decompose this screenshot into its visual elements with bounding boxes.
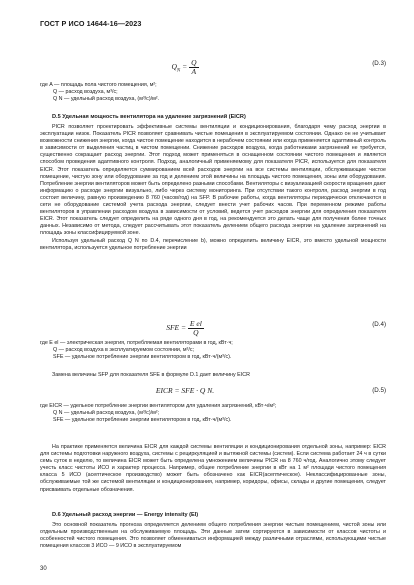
formula-d5-number: (D.5)	[372, 387, 386, 394]
where-d5	[40, 403, 386, 424]
formula-d5-text: EICR = SFE · Q N.	[155, 386, 215, 395]
formula-d4-lhs: SFE	[166, 323, 180, 333]
where-d3-line: Q N — удельный расход воздуха, (м³/с)/м².	[53, 96, 160, 103]
page-number: 30	[40, 566, 47, 572]
formula-d3-lhs-sub: N	[176, 68, 181, 74]
where-d4-line: где E el — электрическая энергия, потребляемая вентиляторами в год, кВт·ч;	[40, 340, 233, 346]
where-d4	[40, 340, 386, 361]
formula-d3-number: (D.3)	[372, 60, 386, 67]
paragraph: PICR позволяет проектировать эффективные системы вентиляции и кондиционирования, благодаря чему расход энергии в эксплуатации низок. Показатель PICR позволяет сравнивать чистые помещения в эксплуатируемом состоянии. Однако он не учитывает возможности снижения энергии, когда чистое помещение находится в нерабочем состоянии или когда применяется адаптивный контроль в зависимости от выделения частиц в чистом помещении. Снижение расходов воздуха, когда работниками загрязнений не требуется, существенно сокращает расход энергии. Этот подход может применяться в оснащенном состоянии чистого помещения и является способом проведения адаптивного контроля. Подход, аналогичный применяемому для показателя PICR, используется для показателя EICR. Этот показатель определяется суммированием всей расходов энергии на все системы вентиляции, обслуживающие чистое помещение, чистую зону или оборудование за год и делением этой величины на площадь чистого помещения, зоны или оборудования. Потребление энергии вентиляторов может быть определено разными способами. Вентиляторы с визуализацией скорости вращения дают информацию о расходе энергии визуально, либо через систему мониторинга. При отсутствии такого контроля, расход энергии в год состоит величину, равную произведению 8 760 (часов/год) на SFP. В рабочие работы, когда вентиляторы периодически отключаются в сети не оборудование системой учета расхода энергии, следует внести учет рабочих часов. При переменном режиме работы вентиляторов в управлении расходом воздуха в зависимости от условий, ведется учет расходов энергии для определения показателя EICR. Этот показатель следует определить на ряде одного дня в год, на рекомендуется это делать чаще для получения более точных данных. Независимо от метода, следует рассчитывать этот показатель делением общего расхода энергии на удаление загрязнений на площадь зоны классифицируемой зоне.	[40, 124, 386, 237]
where-d4-line: SFE — удельное потребление энергии вентилятором в год, кВт·ч/(м³/с).	[53, 354, 232, 361]
formula-d3-equals: =	[182, 62, 188, 72]
where-d4-line: Q — расход воздуха в эксплуатируемом состоянии, м³/с;	[53, 347, 194, 354]
section-d5-body	[40, 124, 386, 252]
formula-d3-fraction	[189, 59, 198, 76]
formula-d3	[0, 54, 414, 74]
formula-d4-denominator: Q	[193, 328, 199, 337]
paragraph: На практике применяется величина EICR для каждой системы вентиляции и кондиционирования отдельной зоны, например: EICR для системы подготовки наружного воздуха, системы с рециркуляцией и вытяжной системы (систем). Если система работает 24 ч в сутки семь суток в неделю, то величина EICR может быть определена умножением величины PICR на 8 760 ч/год. Аналогично этому следует учесть класс чистоты ИСО и характер процесса. Например, общее потребление энергии в кВт на 1 м² площади чистого помещения класса 5 ИСО (асептическое производство) может быть обозначено как EICR(асептическое). Неклассифицированные зоны, обслуживаемые той же системой вентиляции и кондиционирования, например, коридоры, офисы, склады и другие помещения, следует присваивать отдельные обозначения.	[40, 444, 386, 493]
where-d5-line: Q N — удельный расход воздуха, (м³/с)/м²;	[53, 410, 160, 417]
document-header: ГОСТ Р ИСО 14644-16—2023	[40, 19, 142, 28]
section-heading-d5: D.5 Удельная мощность вентилятора на удаление загрязнений (EICR)	[52, 114, 246, 120]
formula-d4-number: (D.4)	[372, 321, 386, 328]
practice-paragraph	[40, 444, 386, 494]
formula-d3-denominator: A	[191, 67, 197, 76]
formula-d4	[0, 315, 414, 335]
where-d3-line: Q — расход воздуха, м³/с;	[53, 89, 118, 96]
section-d6-body	[40, 522, 386, 550]
formula-d3-numerator: Q	[191, 58, 197, 67]
where-d5-line: где EICR — удельное потребление энергии вентилятором для удаления загрязнений, кВт·ч/м²;	[40, 403, 277, 409]
section-heading-d6: D.6 Удельный расход энергии — Energy intensity (EI)	[52, 512, 199, 518]
formula-d4-equals: =	[180, 323, 187, 333]
replace-text	[40, 372, 386, 379]
formula-d4-fraction	[188, 320, 204, 337]
where-d3-line: где A — площадь пола чистого помещения, м²;	[40, 82, 157, 88]
formula-d4-numerator: E el	[189, 319, 202, 328]
where-d3	[40, 82, 386, 103]
paragraph: Это основной показатель прогноза определяется делением общего потребления энергии чистым помещением, чистой зоны или отдельным производственным на обслуживаемую площадь. Эти данные затем сортируются в зависимости от классов чистоты и особенностей чистого помещения. Это позволяет обменниваться информацией между различными отраслями, использующими чистые помещения классов 3 ИСО — 9 ИСО в эксплуатируемом	[40, 522, 386, 550]
where-d5-line: SFE — удельное потребление энергии вентилятором в год, кВт·ч/(м³/с).	[53, 417, 232, 424]
paragraph: Используя удельный расход Q N по D.4, перечисление b), можно определить величину EICR, это вместо удельной мощности вентилятора, используется удельное потребление энергии	[40, 237, 386, 251]
formula-d3-lhs: Q	[171, 62, 177, 72]
formula-d5	[0, 381, 414, 401]
paragraph: Замена величины SFP для показателя SFE в формуле D.1 дает величину EICR	[52, 372, 250, 378]
